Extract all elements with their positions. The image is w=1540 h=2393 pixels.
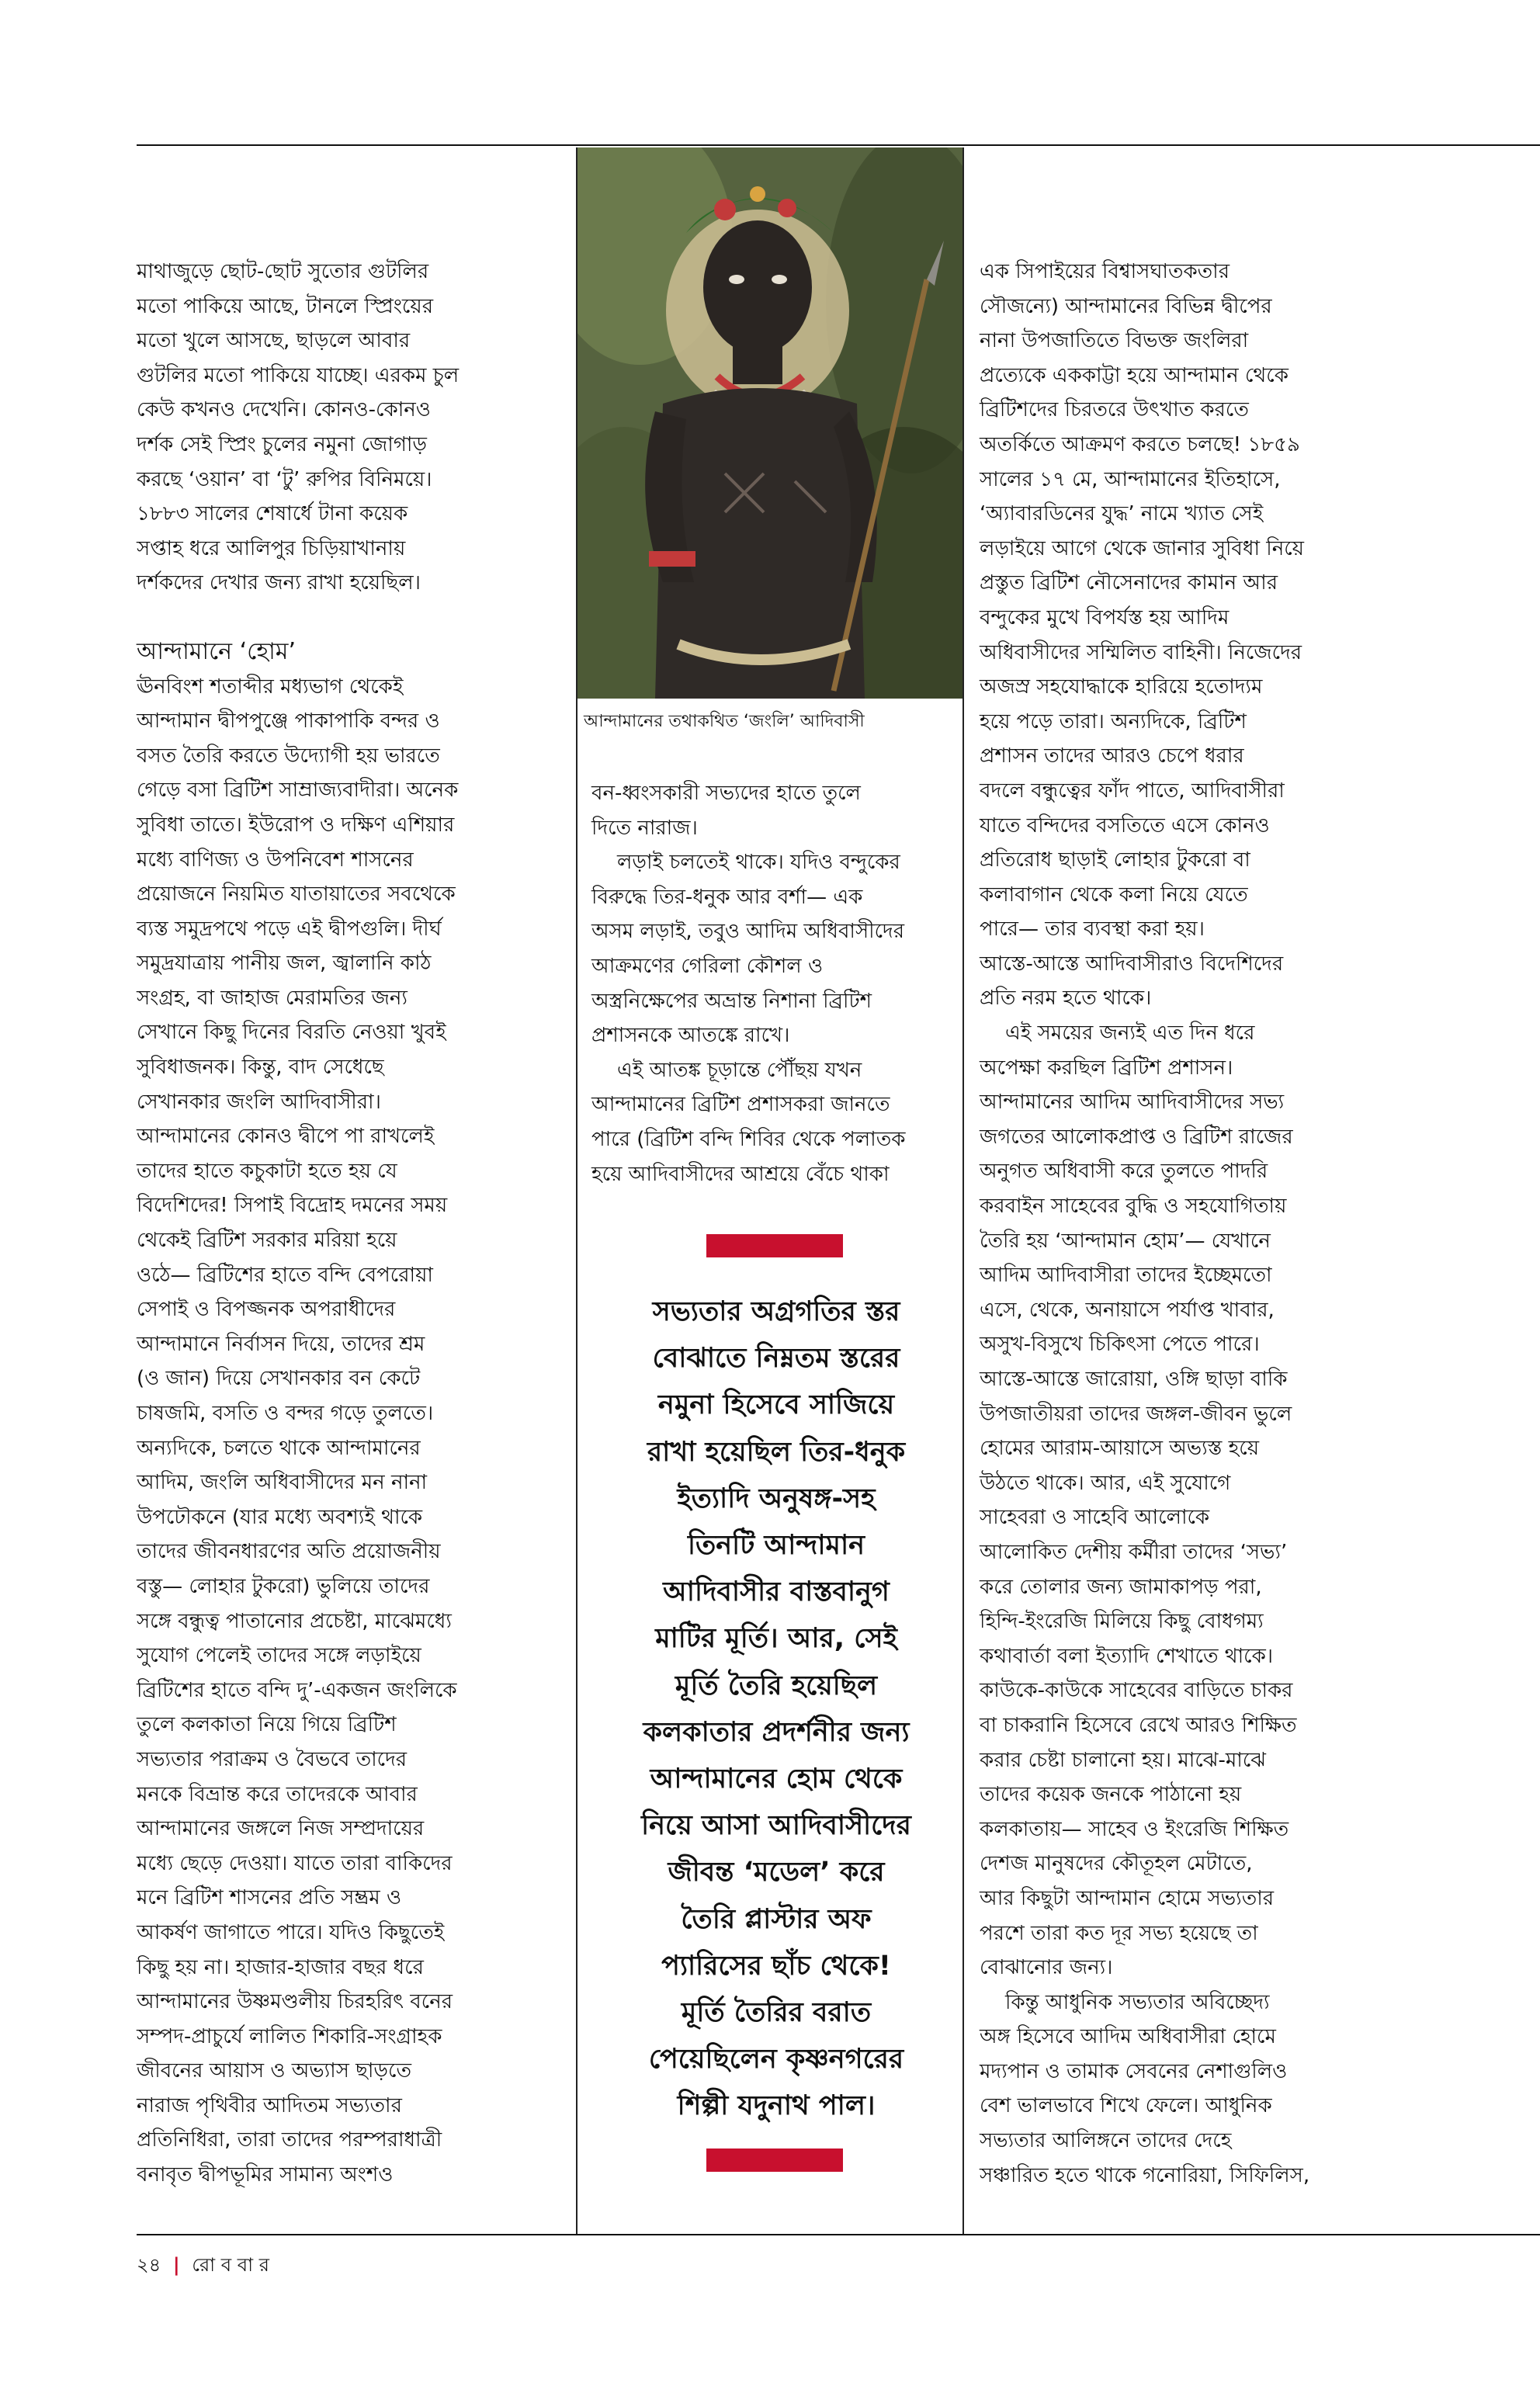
text-line: লড়াইয়ে আগে থেকে জানার সুবিধা নিয়ে [980,536,1305,560]
text-line: আক্রমণের গেরিলা কৌশল ও [591,954,824,978]
text-line: সঙ্গে বন্ধুত্ব পাতানোর প্রচেষ্টা, মাঝেমধ্যে [137,1609,452,1633]
text-line: অতর্কিতে আক্রমণ করতে চলছে! ১৮৫৯ [980,432,1300,456]
text-line: সভ্যতার পরাক্রম ও বৈভবে তাদের [137,1747,408,1771]
text-line: উপজাতীয়রা তাদের জঙ্গল-জীবন ভুলে [980,1402,1292,1426]
pull-quote-line: পেয়েছিলেন কৃষ্ণনগরের [648,2044,904,2076]
text-line: করে তোলার জন্য জামাকাপড় পরা, [980,1575,1262,1599]
pull-quote-line: প্যারিসের ছাঁচ থেকে! [661,1950,891,1982]
text-line: পারে (ব্রিটিশ বন্দি শিবির থেকে পলাতক [591,1127,906,1151]
text-line: সংগ্রহ, বা জাহাজ মেরামতির জন্য [137,986,408,1010]
tribesman-illustration [578,147,962,699]
pull-quote-bar-top [706,1234,843,1257]
text-line: লড়াই চলতেই থাকে। যদিও বন্দুকের [591,851,900,875]
text-line [137,601,571,635]
text-line: আন্দামানের কোনও দ্বীপে পা রাখলেই [137,1125,435,1149]
text-line: বন-ধ্বংসকারী সভ্যদের হাতে তুলে [591,782,861,805]
text-line: সালের ১৭ মে, আন্দামানের ইতিহাসে, [980,467,1281,491]
text-line: মনকে বিভ্রান্ত করে তাদেরকে আবার [137,1782,418,1806]
text-line: পরশে তারা কত দূর সভ্য হয়েছে তা [980,1921,1258,1945]
middle-column [591,776,956,1191]
text-line: ১৮৮৩ সালের শেষার্ধে টানা কয়েক [137,502,408,526]
text-line: সেখানে কিছু দিনের বিরতি নেওয়া খুবই [137,1021,446,1045]
pull-quote-line: ইত্যাদি অনুষঙ্গ-সহ [677,1483,876,1514]
text-line: ব্রিটিশের হাতে বন্দি দু’-একজন জংলিকে [137,1678,457,1702]
bottom-rule [137,2234,1540,2235]
top-rule [137,144,1540,146]
right-column [980,255,1430,2193]
photo-andaman-tribesman [578,147,962,699]
text-line: হয়ে আদিবাসীদের আশ্রয়ে বেঁচে থাকা [591,1162,890,1186]
page-number: ২৪ [137,2254,161,2276]
column-divider-right [962,147,964,2234]
text-line: প্রতিনিধিরা, তারা তাদের পরম্পরাধাত্রী [137,2128,442,2152]
text-line: গুটলির মতো পাকিয়ে যাচ্ছে। এরকম চুল [137,363,460,387]
text-line: বনাবৃত দ্বীপভূমির সামান্য অংশও [137,2163,394,2187]
pull-quote-line: জীবন্ত ‘মডেল’ করে [668,1857,885,1888]
pull-quote-line: রাখা হয়েছিল তির-ধনুক [647,1436,906,1468]
text-line: কলাবাগান থেকে কলা নিয়ে যেতে [980,883,1248,907]
text-line: ওঠে— ব্রিটিশের হাতে বন্দি বেপরোয়া [137,1263,433,1287]
text-line: প্রশাসন তাদের আরও চেপে ধরার [980,744,1244,768]
text-line: বেশ ভালভাবে শিখে ফেলে। আধুনিক [980,2094,1272,2118]
text-line: আন্দামানের জঙ্গলে নিজ সম্প্রদায়ের [137,1817,425,1841]
text-line: পারে— তার ব্যবস্থা করা হয়। [980,917,1205,942]
text-line: সুবিধা তাতে। ইউরোপ ও দক্ষিণ এশিয়ার [137,813,455,837]
text-line: কিন্তু আধুনিক সভ্যতার অবিচ্ছেদ্য [980,1990,1270,2014]
text-line: বন্দুকের মুখে বিপর্যস্ত হয় আদিম [980,605,1230,629]
text-line: সেপাই ও বিপজ্জনক অপরাধীদের [137,1298,396,1322]
text-line: যাতে বন্দিদের বসতিতে এসে কোনও [980,813,1270,838]
text-line: মনে ব্রিটিশ শাসনের প্রতি সম্ভ্রম ও [137,1886,402,1910]
text-line: মধ্যে বাণিজ্য ও উপনিবেশ শাসনের [137,848,414,872]
text-line: অনুগত অধিবাসী করে তুলতে পাদরি [980,1160,1268,1184]
text-line: উঠতে থাকে। আর, এই সুযোগে [980,1471,1231,1495]
text-line: মতো খুলে আসছে, ছাড়লে আবার [137,329,411,353]
text-line: করছে ‘ওয়ান’ বা ‘টু’ রুপির বিনিময়ে। [137,467,432,491]
text-line: সম্পদ-প্রাচুর্যে লালিত শিকারি-সংগ্রাহক [137,2024,442,2048]
text-line: উপঢৌকনে (যার মধ্যে অবশ্যই থাকে [137,1505,423,1529]
pull-quote-line: সভ্যতার অগ্রগতির স্তর [652,1296,900,1327]
pull-quote-line: নিয়ে আসা আদিবাসীদের [641,1810,911,1842]
text-line: কিছু হয় না। হাজার-হাজার বছর ধরে [137,1955,424,1979]
text-line: তাদের হাতে কচুকাটা হতে হয় যে [137,1159,397,1183]
text-line: বা চাকরানি হিসেবে রেখে আরও শিক্ষিত [980,1713,1297,1737]
text-line: সঞ্চারিত হতে থাকে গনোরিয়া, সিফিলিস, [980,2163,1310,2187]
text-line: দিতে নারাজ। [591,816,698,840]
text-line: (ও জান) দিয়ে সেখানকার বন কেটে [137,1367,421,1391]
text-line: কলকাতায়— সাহেব ও ইংরেজি শিক্ষিত [980,1817,1289,1841]
text-line: বস্তু— লোহার টুকরো) ভুলিয়ে তাদের [137,1574,430,1598]
text-line: আস্তে-আস্তে জারোয়া, ওঙ্গি ছাড়া বাকি [980,1368,1288,1391]
text-line: হয়ে পড়ে তারা। অন্যদিকে, ব্রিটিশ [980,709,1247,734]
pull-quote-line: আদিবাসীর বাস্তবানুগ [663,1576,890,1608]
text-line: আন্দামানে নির্বাসন দিয়ে, তাদের শ্রম [137,1332,425,1356]
text-line: বিরুদ্ধে তির-ধনুক আর বর্শা— এক [591,885,863,909]
pull-quote-line: মূর্তি তৈরির বরাত [681,1997,872,2029]
text-line: আদিম আদিবাসীরা তাদের ইচ্ছেমতো [980,1264,1272,1288]
text-line: সুবিধাজনক। কিন্তু, বাদ সেধেছে [137,1056,384,1080]
text-line: হিন্দি-ইংরেজি মিলিয়ে কিছু বোধগম্য [980,1610,1264,1634]
pull-quote-line: নমুনা হিসেবে সাজিয়ে [657,1389,895,1421]
text-line: আন্দামান দ্বীপপুঞ্জে পাকাপাকি বন্দর ও [137,709,440,734]
left-column [137,255,571,2193]
text-line: আস্তে-আস্তে আদিবাসীরাও বিদেশিদের [980,952,1284,976]
text-line: অস্ত্রনিক্ষেপের অভ্রান্ত নিশানা ব্রিটিশ [591,989,872,1013]
text-line: নারাজ পৃথিবীর আদিতম সভ্যতার [137,2093,402,2117]
text-line: ঊনবিংশ শতাব্দীর মধ্যভাগ থেকেই [137,675,404,699]
text-line: আকর্ষণ জাগাতে পারে। যদিও কিছুতেই [137,1920,445,1944]
pull-quote-line: মাটির মূর্তি। আর, সেই [655,1623,897,1655]
text-line: সৌজন্যে) আন্দামানের বিভিন্ন দ্বীপের [980,294,1272,318]
text-line: তাদের জীবনধারণের অতি প্রয়োজনীয় [137,1540,441,1564]
pull-quote-line: মূর্তি তৈরি হয়েছিল [675,1670,878,1701]
text-line: আন্দামানের উষ্ণমণ্ডলীয় চিরহরিৎ বনের [137,1990,453,2014]
text-line: আন্দামানের আদিম আদিবাসীদের সভ্য [980,1091,1285,1115]
text-line: সপ্তাহ ধরে আলিপুর চিড়িয়াখানায় [137,536,406,560]
text-line: অসুখ-বিসুখে চিকিৎসা পেতে পারে। [980,1333,1260,1357]
text-line: তুলে কলকাতা নিয়ে গিয়ে ব্রিটিশ [137,1713,397,1737]
text-line: বিদেশিদের! সিপাই বিদ্রোহ দমনের সময় [137,1194,448,1218]
text-line: সভ্যতার আলিঙ্গনে তাদের দেহে [980,2129,1232,2153]
pull-quote-line: শিল্পী যদুনাথ পাল। [677,2090,876,2122]
text-line: প্রয়োজনে নিয়মিত যাতায়াতের সবথেকে [137,883,456,907]
text-line: কেউ কখনও দেখেনি। কোনও-কোনও [137,398,431,422]
text-line: এই সময়ের জন্যই এত দিন ধরে [980,1021,1255,1046]
pull-quote [598,1288,955,2130]
text-line: থেকেই ব্রিটিশ সরকার মরিয়া হয়ে [137,1229,397,1253]
pull-quote-line: তৈরি প্লাস্টার অফ [681,1903,872,1935]
text-line: অঙ্গ হিসেবে আদিম অধিবাসীরা হোমে [980,2025,1276,2049]
text-line: অপেক্ষা করছিল ব্রিটিশ প্রশাসন। [980,1056,1233,1080]
text-line: প্রতি নরম হতে থাকে। [980,987,1152,1011]
text-line: ‘অ্যাবারডিনের যুদ্ধ’ নামে খ্যাত সেই [980,502,1264,526]
text-line: করবাইন সাহেবের বুদ্ধি ও সহযোগিতায় [980,1195,1287,1219]
text-line: নানা উপজাতিতে বিভক্ত জংলিরা [980,329,1249,353]
text-line: মদ্যপান ও তামাক সেবনের নেশাগুলিও [980,2059,1288,2083]
magazine-name: রো ব বা র [192,2254,269,2276]
pull-quote-line: তিনটি আন্দামান [688,1530,865,1562]
text-line: প্রশাসনকে আতঙ্কে রাখে। [591,1024,790,1048]
text-line: করার চেষ্টা চালানো হয়। মাঝে-মাঝে [980,1748,1266,1772]
text-line: সুযোগ পেলেই তাদের সঙ্গে লড়াইয়ে [137,1644,421,1668]
text-line: জগতের আলোকপ্রাপ্ত ও ব্রিটিশ রাজের [980,1125,1293,1149]
text-line: বোঝানোর জন্য। [980,1956,1113,1980]
pull-quote-line: আন্দামানের হোম থেকে [650,1764,903,1795]
text-line: অন্যদিকে, চলতে থাকে আন্দামানের [137,1436,421,1460]
text-line: কথাবার্তা বলা ইত্যাদি শেখাতে থাকে। [980,1644,1274,1668]
text-line: সমুদ্রযাত্রায় পানীয় জল, জ্বালানি কাঠ [137,952,432,976]
page-footer [137,2251,269,2282]
text-line: সাহেবরা ও সাহেবি আলোকে [980,1506,1210,1530]
text-line: আলোকিত দেশীয় কর্মীরা তাদের ‘সভ্য’ [980,1540,1288,1564]
text-line: আন্দামানের ব্রিটিশ প্রশাসকরা জানতে [591,1093,890,1117]
footer-separator: | [172,2254,180,2276]
text-line: দর্শকদের দেখার জন্য রাখা হয়েছিল। [137,571,421,595]
text-line: ব্যস্ত সমুদ্রপথে পড়ে এই দ্বীপগুলি। দীর্ঘ [137,917,442,941]
text-line: হোমের আরাম-আয়াসে অভ্যস্ত হয়ে [980,1437,1260,1461]
text-line: চাষজমি, বসতি ও বন্দর গড়ে তুলতে। [137,1402,434,1425]
text-line: কাউকে-কাউকে সাহেবের বাড়িতে চাকর [980,1679,1293,1703]
text-line: তৈরি হয় ‘আন্দামান হোম’— যেখানে [980,1229,1271,1253]
text-line: প্রস্তুত ব্রিটিশ নৌসেনাদের কামান আর [980,571,1278,595]
text-line: মতো পাকিয়ে আছে, টানলে স্প্রিংয়ের [137,294,433,318]
pull-quote-bar-bottom [706,2148,843,2172]
pull-quote-line: বোঝাতে নিম্নতম স্তরের [652,1343,900,1375]
text-line: অজস্র সহযোদ্ধাকে হারিয়ে হতোদ্যম [980,675,1263,699]
text-line: বদলে বন্ধুত্বের ফাঁদ পাতে, আদিবাসীরা [980,779,1285,803]
text-line: এই আতঙ্ক চূড়ান্তে পৌঁছয় যখন [591,1058,862,1082]
pull-quote-line: কলকাতার প্রদর্শনীর জন্য [643,1716,910,1748]
text-line: দেশজ মানুষদের কৌতূহল মেটাতে, [980,1852,1253,1876]
text-line: জীবনের আয়াস ও অভ্যাস ছাড়তে [137,2059,411,2083]
text-line: অসম লড়াই, তবুও আদিম অধিবাসীদের [591,920,904,944]
photo-caption: আন্দামানের তথাকথিত ‘জংলি’ আদিবাসী [584,712,865,731]
text-line: অধিবাসীদের সম্মিলিত বাহিনী। নিজেদের [980,640,1302,664]
text-line: বসত তৈরি করতে উদ্যোগী হয় ভারতে [137,744,440,768]
text-line: এসে, থেকে, অনায়াসে পর্যাপ্ত খাবার, [980,1298,1275,1322]
text-line: মাথাজুড়ে ছোট-ছোট সুতোর গুটলির [137,260,429,283]
section-heading: আন্দামানে ‘হোম’ [137,637,296,665]
text-line: আর কিছুটা আন্দামান হোমে সভ্যতার [980,1886,1275,1910]
text-line: প্রত্যেকে এককাট্টা হয়ে আন্দামান থেকে [980,363,1289,387]
text-line: তাদের কয়েক জনকে পাঠানো হয় [980,1783,1242,1807]
text-line: এক সিপাইয়ের বিশ্বাসঘাতকতার [980,260,1230,283]
text-line: দর্শক সেই স্প্রিং চুলের নমুনা জোগাড় [137,432,427,456]
text-line: সেখানকার জংলি আদিবাসীরা। [137,1090,381,1114]
text-line: আদিম, জংলি অধিবাসীদের মন নানা [137,1471,428,1495]
text-line: মধ্যে ছেড়ে দেওয়া। যাতে তারা বাকিদের [137,1851,453,1875]
text-line: ব্রিটিশদের চিরতরে উৎখাত করতে [980,398,1249,422]
text-line: গেড়ে বসা ব্রিটিশ সাম্রাজ্যবাদীরা। অনেক [137,779,459,803]
text-line: প্রতিরোধ ছাড়াই লোহার টুকরো বা [980,848,1250,872]
